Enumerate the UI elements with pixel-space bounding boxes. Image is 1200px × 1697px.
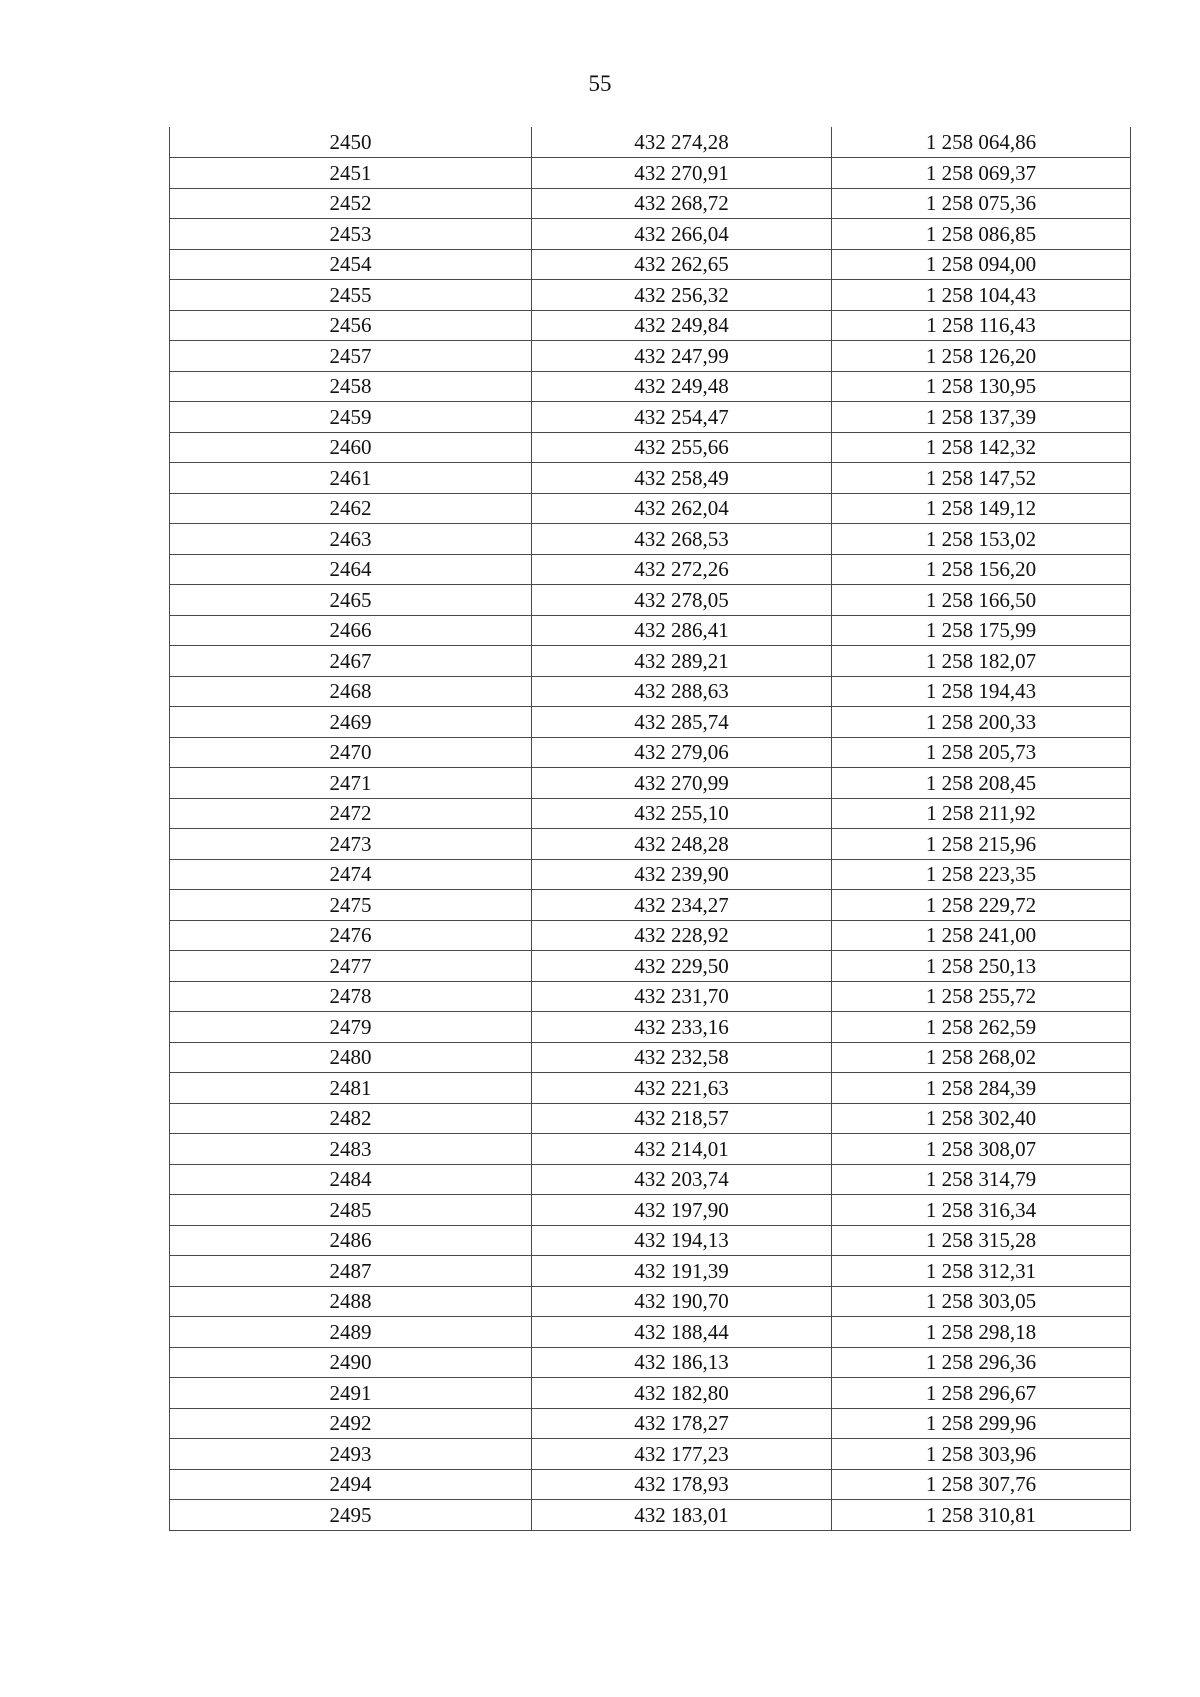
point-number-cell: 2455: [170, 280, 532, 311]
x-coordinate-cell: 432 247,99: [532, 341, 832, 372]
table-row: [170, 615, 1131, 646]
point-number-cell: 2463: [170, 524, 532, 555]
y-coordinate-cell: 1 258 255,72: [832, 981, 1131, 1012]
x-coordinate-cell: 432 232,58: [532, 1042, 832, 1073]
x-coordinate-cell: 432 218,57: [532, 1103, 832, 1134]
y-coordinate-cell: 1 258 298,18: [832, 1317, 1131, 1348]
y-coordinate-cell: 1 258 302,40: [832, 1103, 1131, 1134]
point-number-cell: 2457: [170, 341, 532, 372]
point-number-cell: 2490: [170, 1347, 532, 1378]
point-number-cell: 2482: [170, 1103, 532, 1134]
x-coordinate-cell: 432 288,63: [532, 676, 832, 707]
point-number-cell: 2479: [170, 1012, 532, 1043]
point-number-cell: 2466: [170, 615, 532, 646]
y-coordinate-cell: 1 258 312,31: [832, 1256, 1131, 1287]
table-row: [170, 859, 1131, 890]
point-number-cell: 2453: [170, 219, 532, 250]
x-coordinate-cell: 432 229,50: [532, 951, 832, 982]
point-number-cell: 2469: [170, 707, 532, 738]
table-row: [170, 646, 1131, 677]
table-row: [170, 1408, 1131, 1439]
point-number-cell: 2474: [170, 859, 532, 890]
table-row: [170, 493, 1131, 524]
table-row: [170, 890, 1131, 921]
x-coordinate-cell: 432 279,06: [532, 737, 832, 768]
point-number-cell: 2468: [170, 676, 532, 707]
x-coordinate-cell: 432 191,39: [532, 1256, 832, 1287]
x-coordinate-cell: 432 289,21: [532, 646, 832, 677]
table-row: [170, 463, 1131, 494]
point-number-cell: 2476: [170, 920, 532, 951]
point-number-cell: 2483: [170, 1134, 532, 1165]
point-number-cell: 2477: [170, 951, 532, 982]
y-coordinate-cell: 1 258 126,20: [832, 341, 1131, 372]
y-coordinate-cell: 1 258 307,76: [832, 1469, 1131, 1500]
x-coordinate-cell: 432 183,01: [532, 1500, 832, 1531]
point-number-cell: 2460: [170, 432, 532, 463]
y-coordinate-cell: 1 258 064,86: [832, 127, 1131, 158]
x-coordinate-cell: 432 286,41: [532, 615, 832, 646]
point-number-cell: 2451: [170, 158, 532, 189]
y-coordinate-cell: 1 258 147,52: [832, 463, 1131, 494]
x-coordinate-cell: 432 262,04: [532, 493, 832, 524]
y-coordinate-cell: 1 258 296,36: [832, 1347, 1131, 1378]
point-number-cell: 2452: [170, 188, 532, 219]
coordinates-table: [169, 127, 1131, 1531]
y-coordinate-cell: 1 258 316,34: [832, 1195, 1131, 1226]
point-number-cell: 2450: [170, 127, 532, 158]
point-number-cell: 2495: [170, 1500, 532, 1531]
y-coordinate-cell: 1 258 205,73: [832, 737, 1131, 768]
x-coordinate-cell: 432 239,90: [532, 859, 832, 890]
y-coordinate-cell: 1 258 069,37: [832, 158, 1131, 189]
y-coordinate-cell: 1 258 229,72: [832, 890, 1131, 921]
table-row: [170, 920, 1131, 951]
table-row: [170, 249, 1131, 280]
table-row: [170, 158, 1131, 189]
x-coordinate-cell: 432 231,70: [532, 981, 832, 1012]
point-number-cell: 2459: [170, 402, 532, 433]
point-number-cell: 2481: [170, 1073, 532, 1104]
point-number-cell: 2489: [170, 1317, 532, 1348]
y-coordinate-cell: 1 258 142,32: [832, 432, 1131, 463]
x-coordinate-cell: 432 270,91: [532, 158, 832, 189]
x-coordinate-cell: 432 228,92: [532, 920, 832, 951]
table-row: [170, 432, 1131, 463]
x-coordinate-cell: 432 233,16: [532, 1012, 832, 1043]
table-row: [170, 280, 1131, 311]
x-coordinate-cell: 432 194,13: [532, 1225, 832, 1256]
x-coordinate-cell: 432 249,84: [532, 310, 832, 341]
x-coordinate-cell: 432 255,10: [532, 798, 832, 829]
x-coordinate-cell: 432 248,28: [532, 829, 832, 860]
point-number-cell: 2485: [170, 1195, 532, 1226]
x-coordinate-cell: 432 177,23: [532, 1439, 832, 1470]
y-coordinate-cell: 1 258 200,33: [832, 707, 1131, 738]
point-number-cell: 2494: [170, 1469, 532, 1500]
y-coordinate-cell: 1 258 149,12: [832, 493, 1131, 524]
x-coordinate-cell: 432 190,70: [532, 1286, 832, 1317]
y-coordinate-cell: 1 258 137,39: [832, 402, 1131, 433]
x-coordinate-cell: 432 182,80: [532, 1378, 832, 1409]
point-number-cell: 2488: [170, 1286, 532, 1317]
y-coordinate-cell: 1 258 310,81: [832, 1500, 1131, 1531]
point-number-cell: 2473: [170, 829, 532, 860]
y-coordinate-cell: 1 258 175,99: [832, 615, 1131, 646]
point-number-cell: 2475: [170, 890, 532, 921]
x-coordinate-cell: 432 203,74: [532, 1164, 832, 1195]
y-coordinate-cell: 1 258 299,96: [832, 1408, 1131, 1439]
y-coordinate-cell: 1 258 315,28: [832, 1225, 1131, 1256]
x-coordinate-cell: 432 274,28: [532, 127, 832, 158]
table-row: [170, 1103, 1131, 1134]
y-coordinate-cell: 1 258 303,96: [832, 1439, 1131, 1470]
point-number-cell: 2486: [170, 1225, 532, 1256]
y-coordinate-cell: 1 258 262,59: [832, 1012, 1131, 1043]
point-number-cell: 2462: [170, 493, 532, 524]
table-row: [170, 1256, 1131, 1287]
y-coordinate-cell: 1 258 241,00: [832, 920, 1131, 951]
page-number: 55: [588, 71, 612, 96]
y-coordinate-cell: 1 258 284,39: [832, 1073, 1131, 1104]
y-coordinate-cell: 1 258 075,36: [832, 188, 1131, 219]
table-row: [170, 1469, 1131, 1500]
x-coordinate-cell: 432 254,47: [532, 402, 832, 433]
point-number-cell: 2484: [170, 1164, 532, 1195]
y-coordinate-cell: 1 258 296,67: [832, 1378, 1131, 1409]
point-number-cell: 2456: [170, 310, 532, 341]
table-row: [170, 1378, 1131, 1409]
table-row: [170, 951, 1131, 982]
point-number-cell: 2471: [170, 768, 532, 799]
table-row: [170, 188, 1131, 219]
point-number-cell: 2464: [170, 554, 532, 585]
x-coordinate-cell: 432 234,27: [532, 890, 832, 921]
table-row: [170, 1134, 1131, 1165]
table-row: [170, 1225, 1131, 1256]
y-coordinate-cell: 1 258 182,07: [832, 646, 1131, 677]
x-coordinate-cell: 432 268,72: [532, 188, 832, 219]
table-row: [170, 676, 1131, 707]
y-coordinate-cell: 1 258 268,02: [832, 1042, 1131, 1073]
table-row: [170, 127, 1131, 158]
x-coordinate-cell: 432 197,90: [532, 1195, 832, 1226]
y-coordinate-cell: 1 258 156,20: [832, 554, 1131, 585]
x-coordinate-cell: 432 272,26: [532, 554, 832, 585]
y-coordinate-cell: 1 258 215,96: [832, 829, 1131, 860]
table-row: [170, 341, 1131, 372]
point-number-cell: 2491: [170, 1378, 532, 1409]
x-coordinate-cell: 432 268,53: [532, 524, 832, 555]
table-row: [170, 402, 1131, 433]
table-row: [170, 1042, 1131, 1073]
x-coordinate-cell: 432 221,63: [532, 1073, 832, 1104]
point-number-cell: 2487: [170, 1256, 532, 1287]
y-coordinate-cell: 1 258 314,79: [832, 1164, 1131, 1195]
x-coordinate-cell: 432 186,13: [532, 1347, 832, 1378]
x-coordinate-cell: 432 285,74: [532, 707, 832, 738]
x-coordinate-cell: 432 255,66: [532, 432, 832, 463]
table-row: [170, 1317, 1131, 1348]
y-coordinate-cell: 1 258 303,05: [832, 1286, 1131, 1317]
table-row: [170, 585, 1131, 616]
table-row: [170, 981, 1131, 1012]
x-coordinate-cell: 432 249,48: [532, 371, 832, 402]
x-coordinate-cell: 432 214,01: [532, 1134, 832, 1165]
point-number-cell: 2493: [170, 1439, 532, 1470]
table-row: [170, 1164, 1131, 1195]
table-row: [170, 1500, 1131, 1531]
point-number-cell: 2467: [170, 646, 532, 677]
x-coordinate-cell: 432 178,27: [532, 1408, 832, 1439]
table-row: [170, 219, 1131, 250]
x-coordinate-cell: 432 258,49: [532, 463, 832, 494]
point-number-cell: 2470: [170, 737, 532, 768]
table-row: [170, 371, 1131, 402]
y-coordinate-cell: 1 258 194,43: [832, 676, 1131, 707]
table-row: [170, 1439, 1131, 1470]
y-coordinate-cell: 1 258 308,07: [832, 1134, 1131, 1165]
table-row: [170, 524, 1131, 555]
table-row: [170, 829, 1131, 860]
y-coordinate-cell: 1 258 223,35: [832, 859, 1131, 890]
x-coordinate-cell: 432 262,65: [532, 249, 832, 280]
x-coordinate-cell: 432 270,99: [532, 768, 832, 799]
table-row: [170, 1012, 1131, 1043]
point-number-cell: 2492: [170, 1408, 532, 1439]
table-row: [170, 798, 1131, 829]
point-number-cell: 2472: [170, 798, 532, 829]
y-coordinate-cell: 1 258 153,02: [832, 524, 1131, 555]
y-coordinate-cell: 1 258 211,92: [832, 798, 1131, 829]
y-coordinate-cell: 1 258 094,00: [832, 249, 1131, 280]
y-coordinate-cell: 1 258 130,95: [832, 371, 1131, 402]
x-coordinate-cell: 432 266,04: [532, 219, 832, 250]
y-coordinate-cell: 1 258 116,43: [832, 310, 1131, 341]
table-row: [170, 1286, 1131, 1317]
table-row: [170, 1195, 1131, 1226]
y-coordinate-cell: 1 258 250,13: [832, 951, 1131, 982]
point-number-cell: 2465: [170, 585, 532, 616]
table-row: [170, 1347, 1131, 1378]
x-coordinate-cell: 432 188,44: [532, 1317, 832, 1348]
table-row: [170, 554, 1131, 585]
x-coordinate-cell: 432 256,32: [532, 280, 832, 311]
coordinates-table-body: [170, 127, 1131, 1530]
table-row: [170, 707, 1131, 738]
table-row: [170, 737, 1131, 768]
table-row: [170, 768, 1131, 799]
point-number-cell: 2454: [170, 249, 532, 280]
point-number-cell: 2458: [170, 371, 532, 402]
table-row: [170, 1073, 1131, 1104]
point-number-cell: 2480: [170, 1042, 532, 1073]
y-coordinate-cell: 1 258 208,45: [832, 768, 1131, 799]
x-coordinate-cell: 432 278,05: [532, 585, 832, 616]
y-coordinate-cell: 1 258 086,85: [832, 219, 1131, 250]
y-coordinate-cell: 1 258 104,43: [832, 280, 1131, 311]
point-number-cell: 2478: [170, 981, 532, 1012]
table-row: [170, 310, 1131, 341]
point-number-cell: 2461: [170, 463, 532, 494]
x-coordinate-cell: 432 178,93: [532, 1469, 832, 1500]
y-coordinate-cell: 1 258 166,50: [832, 585, 1131, 616]
